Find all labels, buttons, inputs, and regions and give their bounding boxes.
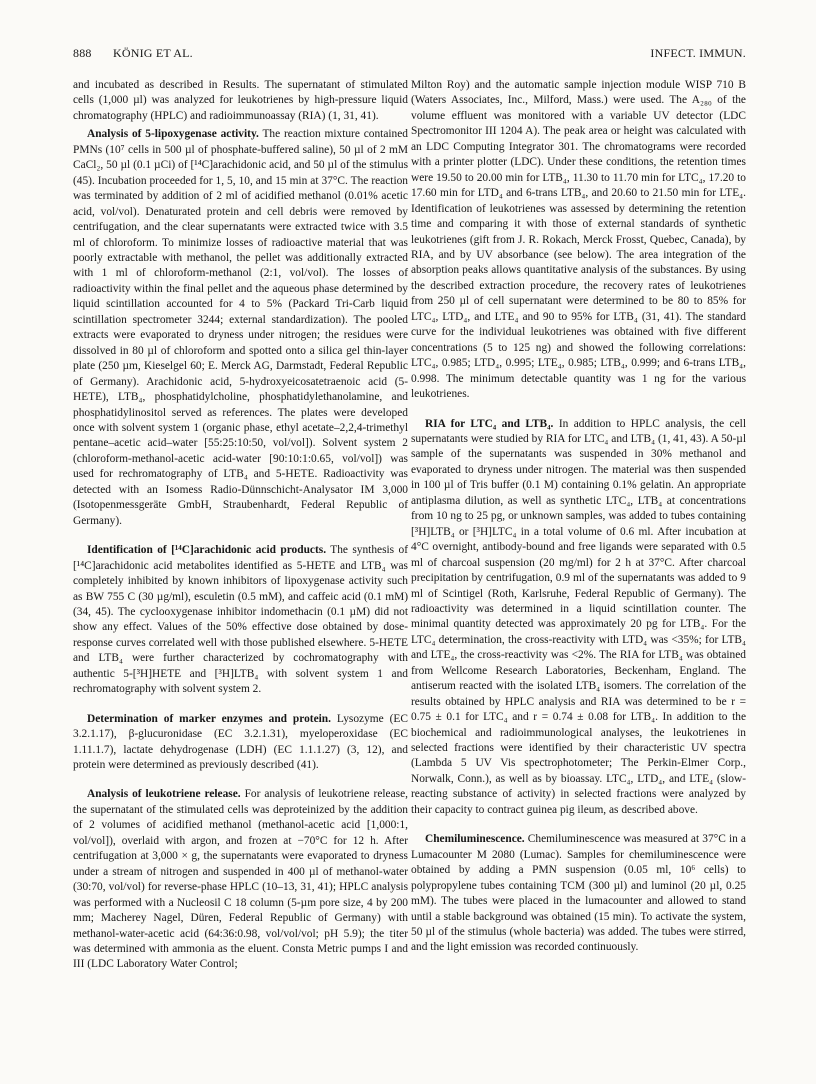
section-heading: RIA for LTC₄ and LTB₄. bbox=[425, 417, 554, 430]
paragraph-continuation: and incubated as described in Results. The supernatant of stimulated cells (1,000 µl) was analyzed for leukotrienes by high-pressure liquid chromatography (HPLC) and radioimmunoassay (RIA) (1, 31, 41). bbox=[73, 79, 408, 122]
right-column bbox=[411, 78, 746, 956]
paragraph-continuation: Milton Roy) and the automatic sample injection module WISP 710 B (Waters Associates, Inc., Milford, Mass.) were used. The A₂₈₀ of the volume effluent was monitored with a variable UV detector (LDC Spectromonitor III 1204 A). The peak area or height was calculated with an LDC Computing Integrator 301. The chromatograms were recorded with a printer plotter (LDC). Under these conditions, the retention times were 19.50 to 20.00 min for LTB₄, 11.30 to 11.70 min for LTC₄, 17.20 to 17.60 min for LTD₄ and 6-trans LTB₄, and 20.60 to 21.50 min for LTE₄. Identification of leukotrienes was assessed by determining the retention time and comparing it with those of external standards of synthetic leukotrienes (gift from J. R. Rokach, Merck Frosst, Quebec, Canada), by RIA, and by UV absorbance (see below). The area integration of the absorption peaks allows quantitative analysis of the substances. By using the described extraction procedure, the recovery rates of leukotrienes from 250 µl of cell supernatant were determined to be 80 to 85% for LTC₄, LTD₄, and LTE₄ and 90 to 95% for LTB₄ (31, 41). The standard curve for the individual leukotrienes was obtained with five different concentrations (5 to 125 ng) and showed the following correlations: LTC₄, 0.985; LTD₄, 0.995; LTE₄, 0.985; LTB₄, 0.999; and 6-trans LTB₄, 0.998. The minimum detectable quantity was 1 ng for the various leukotrienes. bbox=[411, 79, 746, 401]
section-ria: RIA for LTC₄ and LTB₄. In addition to HPLC analysis, the cell supernatants were studied by RIA for LTC₄ and LTB₄ (1, 41, 43). A 50-µl sample of the supernatants was suspended in 30% methanol and evaporated to dryness under nitrogen. The material was then suspended in 100 µl of Tris buffer (0.1 M) containing 0.1% gelatin. An appropriate antiplasma dilution, as well as synthetic LTC₄, LTB₄ at concentrations from 10 ng to 25 pg, or unknown samples, was added to tubes containing [³H]LTB₄ or [³H]LTC₄ in a total volume of 0.6 ml. After incubation at 4°C overnight, antibody-bound and free ligands were separated with 0.5 ml of charcoal suspension (20 mg/ml) for 2 h at 37°C. After charcoal precipitation by centrifugation, 0.9 ml of the supernatants was added to 9 ml of Scintigel (Roth, Karlsruhe, Federal Republic of Germany). The radioactivity was determined in a liquid scintillation counter. The minimal quantity detected was approximately 20 pg for LTB₄. For the LTC₄ determination, the cross-reactivity with LTD₄ was <35%; for LTB₄ and LTE₄, the cross-reactivity was <2%. The RIA for LTB₄ was obtained from Wellcome Research Laboratories, Beckenham, England. The antiserum reacted with the isolated LTB₄ isomers. The correlation of the results obtained by HPLC analysis and RIA was determined to be r = 0.75 ± 0.1 for LTC₄ and r = 0.74 ± 0.08 for LTB₄. In addition to the biochemical and radioimmunological analyses, the leukotrienes in selected fractions were identified by their characteristic UV spectra (Lambda 5 UV Vis spectrophotometer; The Perkin-Elmer Corp., Norwalk, Conn.), as well as by bioassay. LTC₄, LTD₄, and LTE₄ (slow-reacting substance of activity) in selected fractions were analyzed by their capacity to contract guinea pig ileum, as described above. bbox=[411, 417, 746, 816]
section-heading: Identification of [¹⁴C]arachidonic acid products. bbox=[87, 544, 327, 557]
section-marker-enzymes: Determination of marker enzymes and protein. Lysozyme (EC 3.2.1.17), β-glucuronidase (EC 3.2.1.31), myeloperoxidase (EC 1.11.1.7), lactate dehydrogenase (LDH) (EC 1.1.1.27) (3, 12), and protein were determined as previously described (41). bbox=[73, 712, 408, 772]
section-heading: Chemiluminescence. bbox=[425, 833, 525, 846]
section-heading: Determination of marker enzymes and protein. bbox=[87, 712, 331, 725]
left-column bbox=[73, 78, 408, 973]
section-arachidonic-products: Identification of [¹⁴C]arachidonic acid products. The synthesis of [¹⁴C]arachidonic acid metabolites identified as 5-HETE and LTB₄ was completely inhibited by known inhibitors of lipoxygenase activity such as BW 755 C (30 µg/ml), esculetin (0.5 mM), and caffeic acid (0.1 mM) (34, 45). The cyclooxygenase inhibitor indomethacin (0.1 µM) did not show any effect. Values of the 50% effective dose obtained by dose-response curves correlated well with those published elsewhere. 5-HETE and LTB₄ were further characterized by cochromatography with authentic 5-[³H]HETE and [³H]LTB₄ with solvent system 1 and rechromatography with solvent system 2. bbox=[73, 544, 408, 696]
page-number: 888 bbox=[73, 46, 92, 60]
section-heading: Analysis of 5-lipoxygenase activity. bbox=[87, 128, 259, 141]
journal-name: INFECT. IMMUN. bbox=[650, 46, 746, 60]
running-authors: KÖNIG ET AL. bbox=[113, 46, 193, 60]
section-5-lipoxygenase: Analysis of 5-lipoxygenase activity. The reaction mixture contained PMNs (10⁷ cells in 500 µl of phosphate-buffered saline), 50 µl of 2 mM CaCl₂, 50 µl (0.1 µCi) of [¹⁴C]arachidonic acid, and 50 µl of the stimulus (45). Incubation proceeded for 1, 5, 10, and 15 min at 37°C. The reaction was terminated by addition of 2 ml of acidified methanol (0.01% acetic acid, vol/vol). Denaturated protein and cell debris were removed by centrifugation, and the clear supernatants were extracted twice with 3.5 ml of chloroform. To minimize losses of radioactive material that was poorly extractable with methanol, the pellet was additionally extracted with 1 ml of chloroform-methanol (2:1, vol/vol). The losses of radioactivity within the final pellet and the aqueous phase determined by liquid scintillation accounted for 4 to 5% (Packard Tri-Carb liquid scintillation spectrometer 3244; external standardization). The pooled extracts were evaporated to dryness under nitrogen; the residues were dissolved in 80 µl of chloroform and spotted onto a silica gel thin-layer plate (250 µm, Kieselgel 60; E. Merck AG, Darmstadt, Federal Republic of Germany). Arachidonic acid, 5-hydroxyeicosatetraenoic acid (5-HETE), LTB₄, phosphatidylcholine, phosphatidylethanolamine, and phosphatidylinositol served as references. The plates were developed once with solvent system 1 (organic phase, ethyl acetate–2,2,4-trimethyl pentane–acetic acid–water [55:25:10:50, vol/vol]). Solvent system 2 (chloroform-methanol-acetic acid-water [90:10:1:0.65, vol/vol]) was used for rechromatography of LTB₄ and 5-HETE. Radioactivity was detected with an Isomess Radio-Dünnschicht-Analysator IM 3,000 (Isotopenmessgeräte GmbH, Straubenhardt, Federal Republic of Germany). bbox=[73, 128, 408, 527]
section-leukotriene-release: Analysis of leukotriene release. For analysis of leukotriene release, the supernatant of the stimulated cells was deproteinized by the addition of 2 volumes of acidified methanol (methanol-acetic acid [1,000:1, vol/vol]), overlaid with argon, and frozen at −70°C for 12 h. After centrifugation at 3,000 × g, the supernatants were evaporated to dryness under a stream of nitrogen and suspended in 400 µl of methanol-water (30:70, vol/vol) for reverse-phase HPLC (10–13, 31, 41); HPLC analysis was performed with a Nucleosil C 18 column (5-µm pore size, 4 by 200 mm; Macherey Nagel, Düren, Federal Republic of Germany) with methanol-water-acetic acid (64:36:0.98, vol/vol/vol; pH 5.9); the titer was determined with ammonia as the eluent. Consta Metric pumps I and III (LDC Laboratory Water Control; bbox=[73, 788, 408, 971]
section-heading: Analysis of leukotriene release. bbox=[87, 788, 241, 801]
section-chemiluminescence: Chemiluminescence. Chemiluminescence was measured at 37°C in a Lumacounter M 2080 (Lumac). Samples for chemiluminescence were obtained by adding a PMN suspension (0.05 ml, 10⁶ cells) to polypropylene tubes containing TCM (300 µl) and luminol (20 µl, 0.25 mM). The tubes were placed in the lumacounter and allowed to stand until a stable background was obtained (15 min). To activate the system, 50 µl of the stimulus (whole bacteria) was added. The tubes were stirred, and the light emission was recorded continuously. bbox=[411, 833, 746, 954]
